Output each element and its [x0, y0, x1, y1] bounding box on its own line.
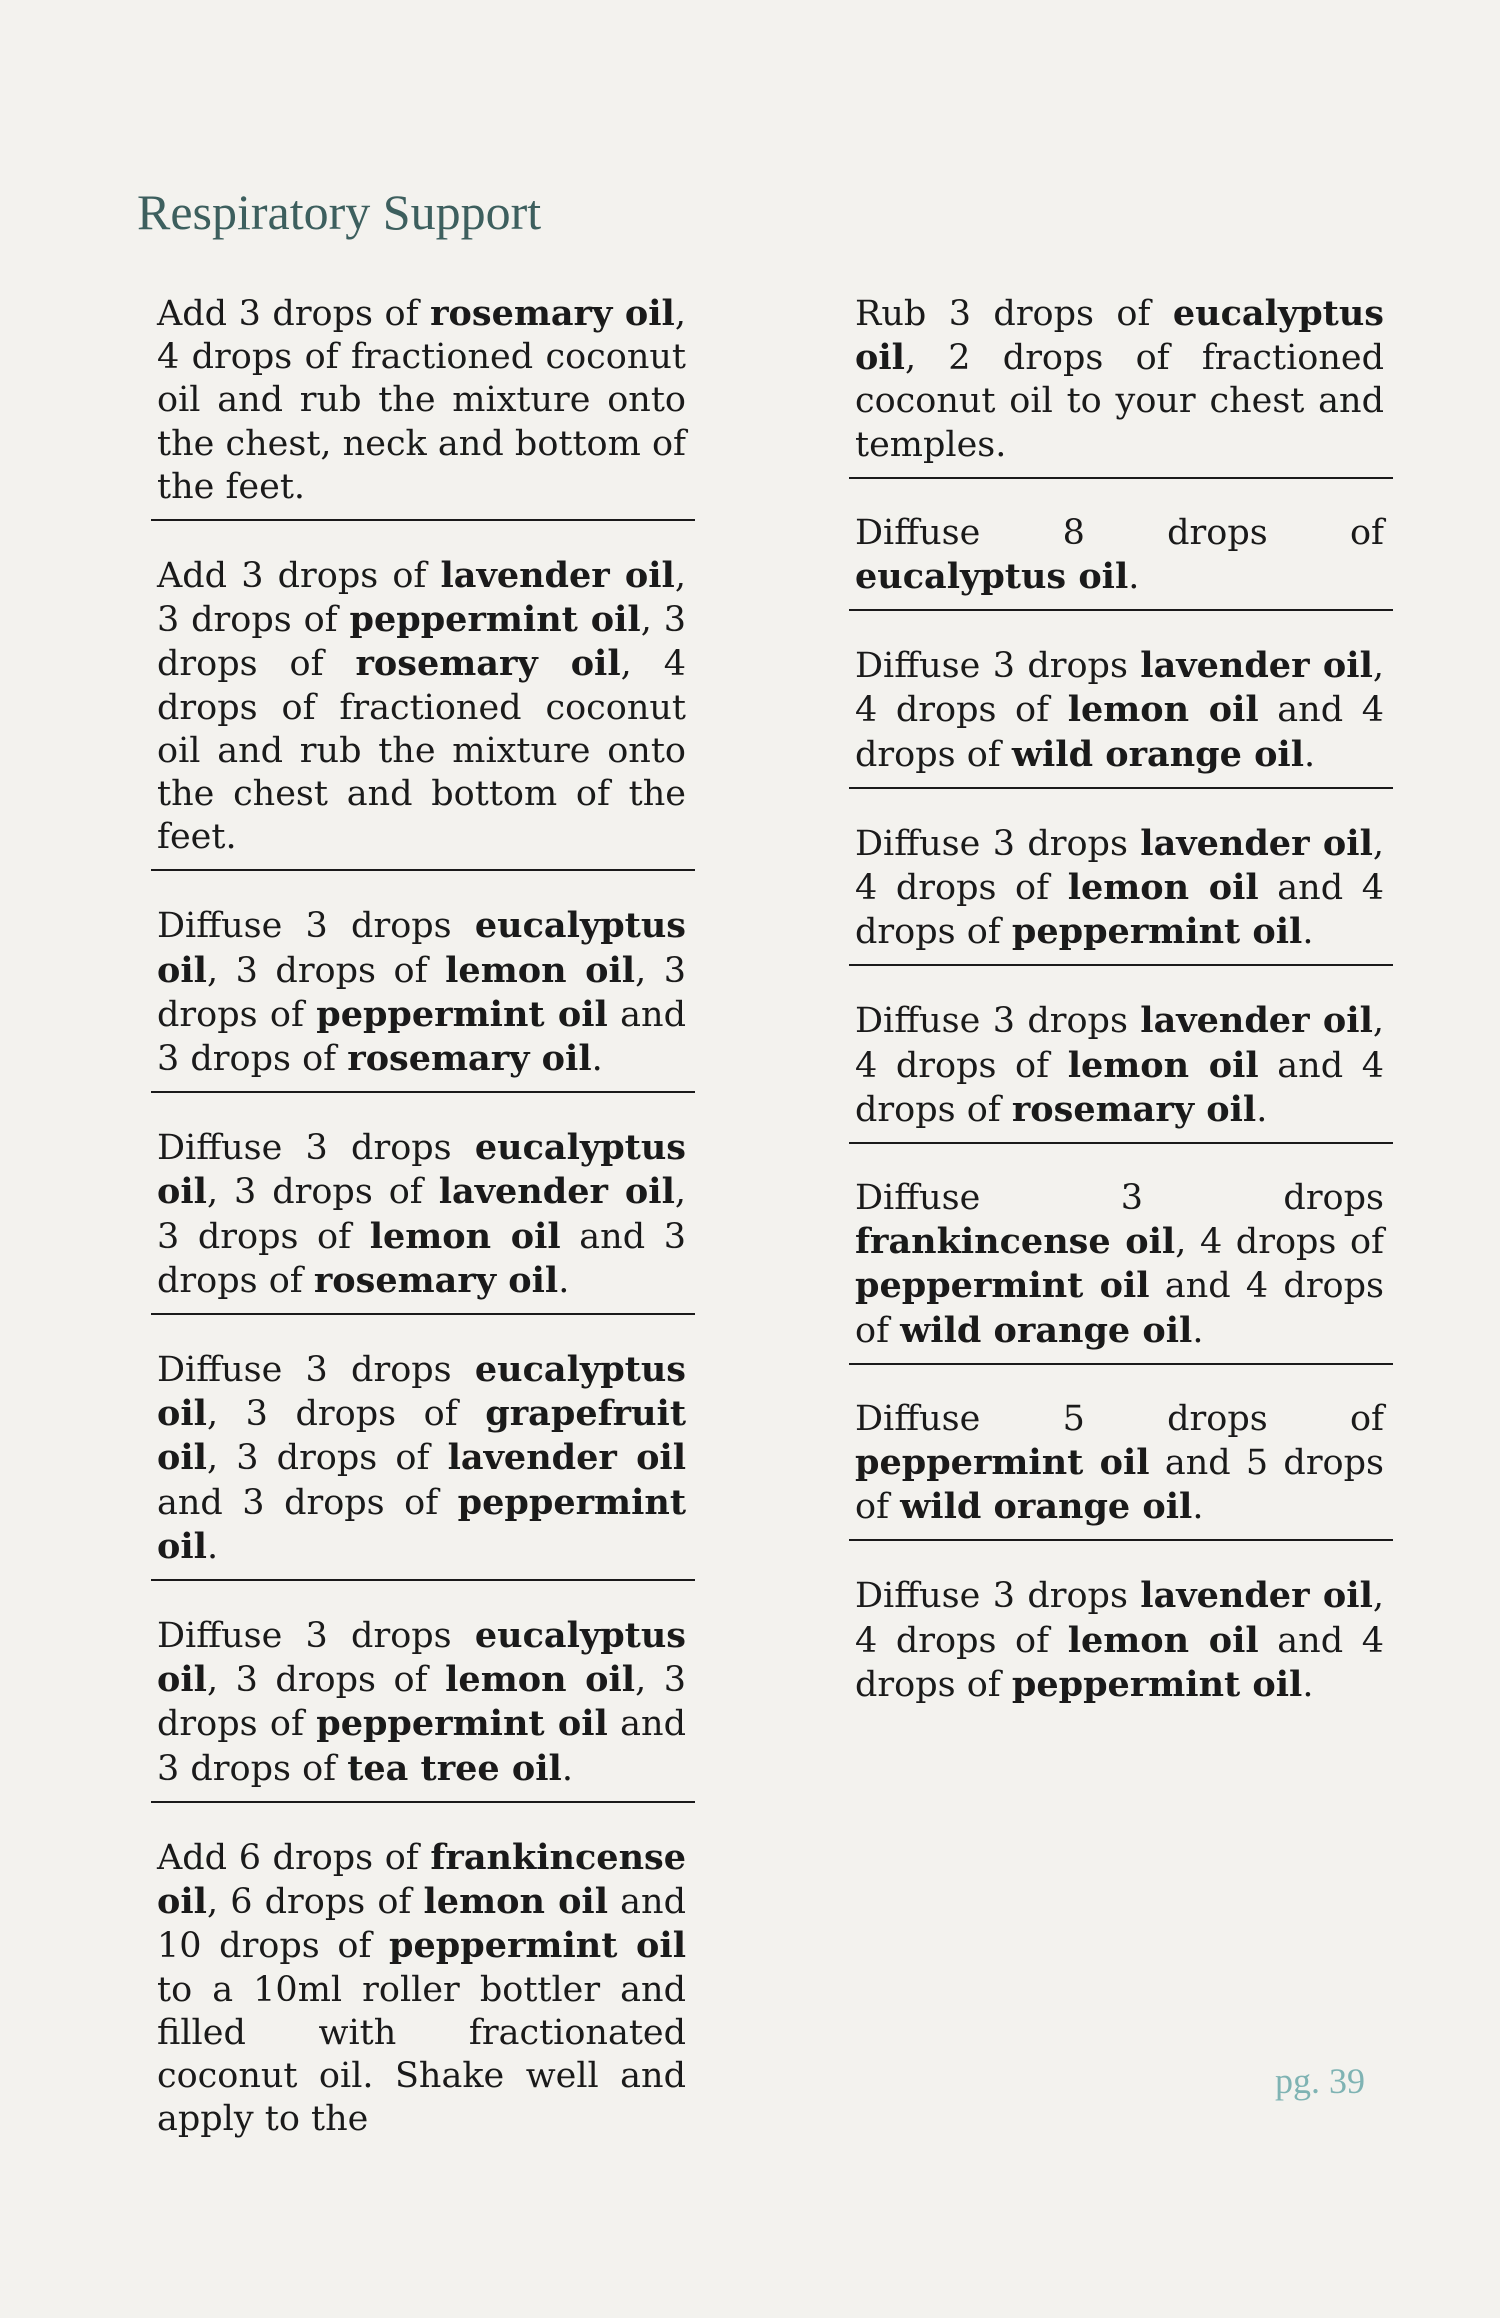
- oil-name: lavender oil: [438, 1171, 675, 1213]
- recipe-text: .: [591, 1039, 603, 1080]
- oil-name: lemon oil: [1067, 689, 1259, 731]
- oil-name: eucalyptus oil: [157, 905, 686, 991]
- recipe-text: and 3 drops of: [157, 1704, 686, 1789]
- recipe-entry: [849, 999, 1384, 1132]
- recipe-text: Diffuse 8 drops of: [855, 512, 1384, 553]
- recipe-text: Diffuse 3 drops: [157, 1616, 475, 1657]
- recipe-text: Diffuse 3 drops: [855, 823, 1141, 864]
- recipe-text: , 3 drops of: [157, 950, 687, 1035]
- recipe-entry: [849, 512, 1384, 599]
- recipe-entry: [151, 904, 686, 1081]
- recipe-text: , 4 drops of fractioned coconut oil and rub the mixture onto the chest, neck and bottom of the feet.: [157, 294, 686, 507]
- oil-name: lemon oil: [1067, 1619, 1259, 1661]
- oil-name: lemon oil: [445, 1659, 636, 1701]
- recipe-text: , 4 drops of: [1175, 1222, 1385, 1263]
- recipe-text: Diffuse 3 drops: [855, 1001, 1141, 1042]
- oil-name: eucalyptus oil: [855, 556, 1129, 598]
- recipe-text: .: [558, 1260, 570, 1301]
- oil-name: lavender oil: [1140, 1575, 1373, 1617]
- recipe-text: , 4 drops of: [855, 646, 1385, 731]
- recipe-text: .: [1128, 557, 1140, 598]
- recipe-text: .: [1302, 1664, 1314, 1705]
- right-column: [849, 292, 1384, 1752]
- recipe-entry: [849, 644, 1384, 777]
- recipe-text: , 4 drops of: [855, 1576, 1385, 1661]
- oil-name: wild orange oil: [1011, 733, 1305, 775]
- oil-name: lavender oil: [1140, 645, 1373, 687]
- recipe-entry: [151, 1348, 686, 1569]
- recipe-entry: [849, 292, 1384, 467]
- oil-name: lavender oil: [447, 1437, 686, 1479]
- recipe-text: and 4 drops of: [855, 868, 1384, 953]
- oil-name: peppermint oil: [1011, 911, 1303, 953]
- oil-name: frankincense oil: [855, 1221, 1176, 1263]
- recipe-entry: [849, 1177, 1384, 1353]
- recipe-text: and 3 drops of: [157, 994, 686, 1080]
- oil-name: eucalyptus oil: [157, 1615, 686, 1701]
- oil-name: rosemary oil: [313, 1259, 559, 1301]
- oil-name: eucalyptus oil: [855, 293, 1384, 379]
- recipe-text: and 4 drops of: [855, 1266, 1384, 1351]
- oil-name: wild orange oil: [900, 1309, 1193, 1351]
- oil-name: peppermint oil: [855, 1442, 1150, 1484]
- recipe-text: , 3 drops of: [206, 1660, 446, 1701]
- recipe-text: Diffuse 3 drops: [157, 1128, 475, 1169]
- recipe-text: Diffuse 3 drops: [855, 1178, 1384, 1219]
- oil-name: lemon oil: [1067, 1044, 1259, 1086]
- oil-name: peppermint oil: [855, 1265, 1150, 1307]
- oil-name: lavender oil: [440, 555, 675, 597]
- page-number: pg. 39: [1275, 2061, 1365, 2101]
- recipe-entry: [151, 1836, 686, 2141]
- page-title: Respiratory Support: [137, 184, 542, 240]
- recipe-text: and 3 drops of: [157, 1482, 458, 1523]
- recipe-text: Diffuse 3 drops: [157, 1350, 475, 1391]
- oil-name: lavender oil: [1140, 822, 1373, 864]
- recipe-text: , 3 drops of: [157, 600, 686, 685]
- oil-name: lemon oil: [369, 1215, 561, 1257]
- recipe-entry: [151, 292, 686, 509]
- recipe-text: , 6 drops of: [206, 1882, 424, 1923]
- oil-name: grapefruit oil: [157, 1393, 686, 1479]
- oil-name: rosemary oil: [430, 293, 675, 334]
- recipe-text: , 2 drops of fractioned coconut oil to your chest and temples.: [855, 338, 1384, 465]
- oil-name: rosemary oil: [347, 1038, 592, 1080]
- oil-name: peppermint oil: [157, 1481, 686, 1567]
- recipe-text: , 3 drops of: [157, 1172, 687, 1257]
- recipe-text: and 5 drops of: [855, 1443, 1384, 1528]
- recipe-text: .: [1304, 734, 1316, 775]
- oil-name: rosemary oil: [1011, 1088, 1257, 1130]
- recipe-text: and 4 drops of: [855, 690, 1384, 775]
- recipe-text: Rub 3 drops of: [855, 294, 1173, 334]
- recipe-text: and 3 drops of: [157, 1216, 686, 1301]
- recipe-text: and 4 drops of: [855, 1620, 1384, 1705]
- recipe-text: Diffuse 3 drops: [855, 646, 1141, 687]
- recipe-text: , 3 drops of: [206, 1172, 439, 1213]
- recipe-text: , 3 drops of: [157, 1660, 687, 1745]
- oil-name: lemon oil: [445, 949, 636, 991]
- oil-name: eucalyptus oil: [157, 1127, 686, 1213]
- oil-name: frankincense oil: [157, 1836, 686, 1923]
- recipe-text: .: [1302, 912, 1314, 953]
- recipe-text: .: [206, 1526, 219, 1567]
- recipe-text: Diffuse 3 drops: [157, 906, 475, 947]
- recipe-text: and 4 drops of: [855, 1045, 1384, 1130]
- recipe-text: to a 10ml roller bottler and filled with fractionated coconut oil. Shake well and apply to the: [157, 1969, 686, 2140]
- recipe-text: , 4 drops of fractioned coconut oil and rub the mixture onto the chest and bottom of the feet.: [157, 644, 686, 858]
- oil-name: peppermint oil: [316, 993, 608, 1035]
- recipe-text: , 4 drops of: [855, 1001, 1385, 1086]
- oil-name: peppermint oil: [389, 1925, 686, 1967]
- recipe-entry: [849, 1574, 1384, 1707]
- oil-name: peppermint oil: [316, 1703, 608, 1745]
- oil-name: lemon oil: [1067, 867, 1259, 909]
- recipe-text: , 3 drops of: [206, 1394, 486, 1435]
- recipe-text: Add 6 drops of: [157, 1837, 431, 1878]
- recipe-entry: [151, 554, 686, 859]
- recipe-text: Diffuse 5 drops of: [855, 1398, 1384, 1439]
- recipe-text: Add 3 drops of: [157, 556, 441, 597]
- recipe-entry: [151, 1126, 686, 1303]
- recipe-text: and 10 drops of: [157, 1882, 686, 1967]
- oil-name: lemon oil: [423, 1881, 609, 1923]
- recipe-text: Diffuse 3 drops: [855, 1576, 1141, 1617]
- recipe-text: .: [1192, 1310, 1204, 1351]
- oil-name: peppermint oil: [349, 599, 641, 641]
- recipe-entry: [151, 1614, 686, 1791]
- oil-name: eucalyptus oil: [157, 1349, 686, 1435]
- recipe-text: , 3 drops of: [157, 556, 686, 641]
- oil-name: wild orange oil: [900, 1486, 1193, 1528]
- recipe-text: .: [1256, 1089, 1268, 1130]
- recipe-entry: [849, 822, 1384, 955]
- oil-name: tea tree oil: [347, 1747, 562, 1789]
- left-column: [151, 292, 686, 2186]
- recipe-text: , 3 drops of: [206, 950, 446, 991]
- oil-name: lavender oil: [1140, 1000, 1373, 1042]
- oil-name: rosemary oil: [355, 643, 621, 685]
- recipe-text: .: [1192, 1487, 1204, 1528]
- recipe-text: , 3 drops of: [206, 1438, 448, 1479]
- recipe-text: .: [561, 1748, 573, 1789]
- recipe-entry: [849, 1398, 1384, 1530]
- recipe-text: , 4 drops of: [855, 823, 1385, 909]
- oil-name: peppermint oil: [1011, 1663, 1303, 1705]
- recipe-text: Add 3 drops of: [157, 294, 431, 334]
